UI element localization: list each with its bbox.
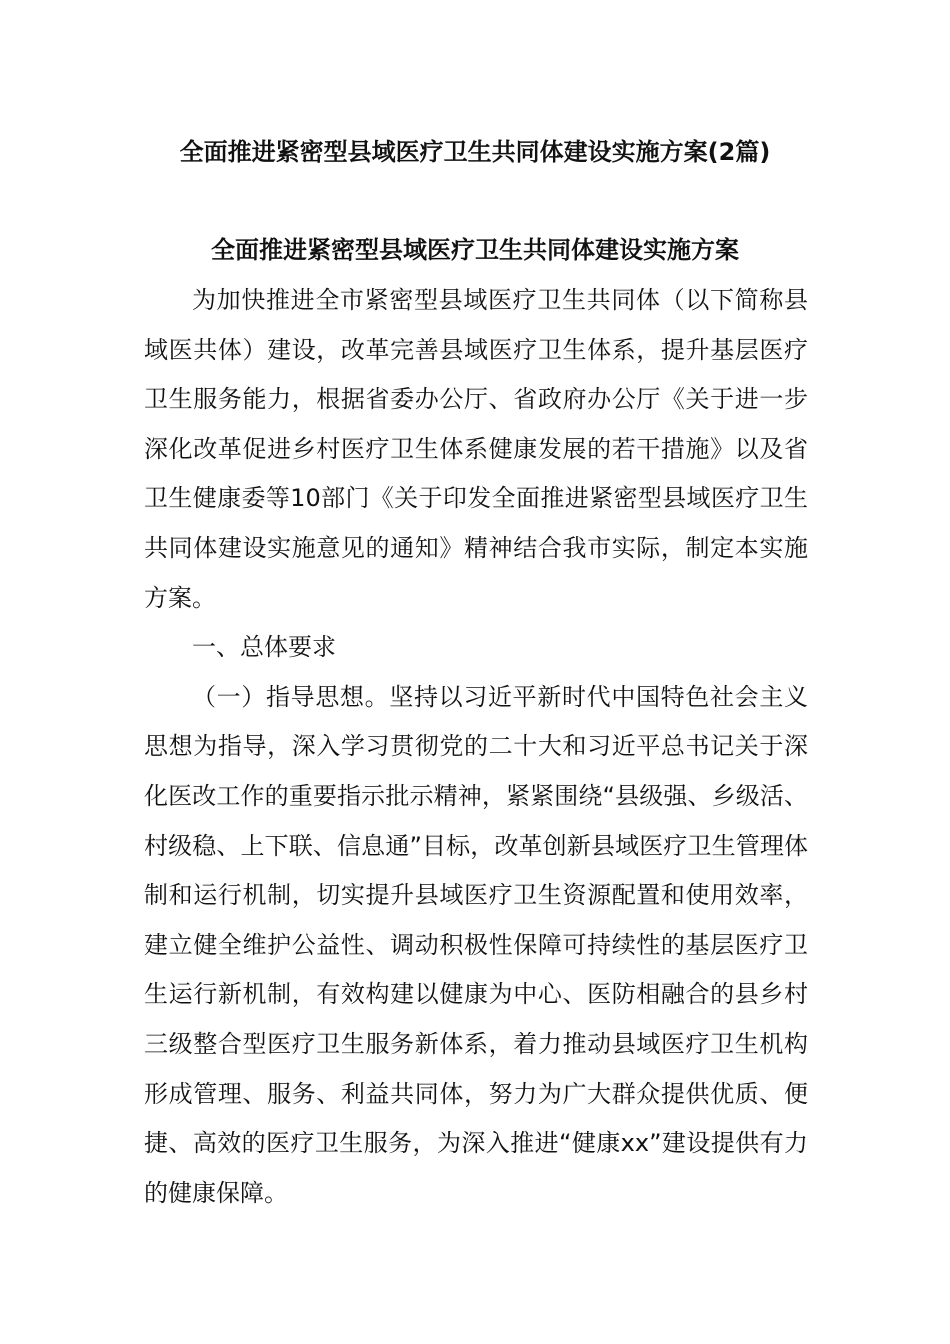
intro-paragraph: 为加快推进全市紧密型县域医疗卫生共同体（以下简称县域医共体）建设，改革完善县域医疗卫生体系，提升基层医疗卫生服务能力，根据省委办公厅、省政府办公厅《关于进一步深化改革促进乡村医疗卫生体系健康发展的若干措施》以及省卫生健康委等10部门《关于印发全面推进紧密型县域医疗卫生共同体建设实施意见的通知》精神结合我市实际，制定本实施方案。 <box>144 286 808 612</box>
section-heading-general-requirements: 一、总体要求 <box>192 633 336 662</box>
guiding-ideology-paragraph: （一）指导思想。坚持以习近平新时代中国特色社会主义思想为指导，深入学习贯彻党的二十大和习近平总书记关于深化医改工作的重要指示批示精神，紧紧围绕“县级强、乡级活、村级稳、上下联、信息通”目标，改革创新县域医疗卫生管理体制和运行机制，切实提升县域医疗卫生资源配置和使用效率，建立健全维护公益性、调动积极性保障可持续性的基层医疗卫生运行新机制，有效构建以健康为中心、医防相融合的县乡村三级整合型医疗卫生服务新体系，着力推动县域医疗卫生机构形成管理、服务、利益共同体，努力为广大群众提供优质、便捷、高效的医疗卫生服务，为深入推进“健康xx”建设提供有力的健康保障。 <box>144 682 808 1207</box>
document-title: 全面推进紧密型县域医疗卫生共同体建设实施方案(2篇) <box>179 138 771 166</box>
document-body <box>144 276 808 1218</box>
document-subtitle: 全面推进紧密型县域医疗卫生共同体建设实施方案 <box>211 236 739 264</box>
